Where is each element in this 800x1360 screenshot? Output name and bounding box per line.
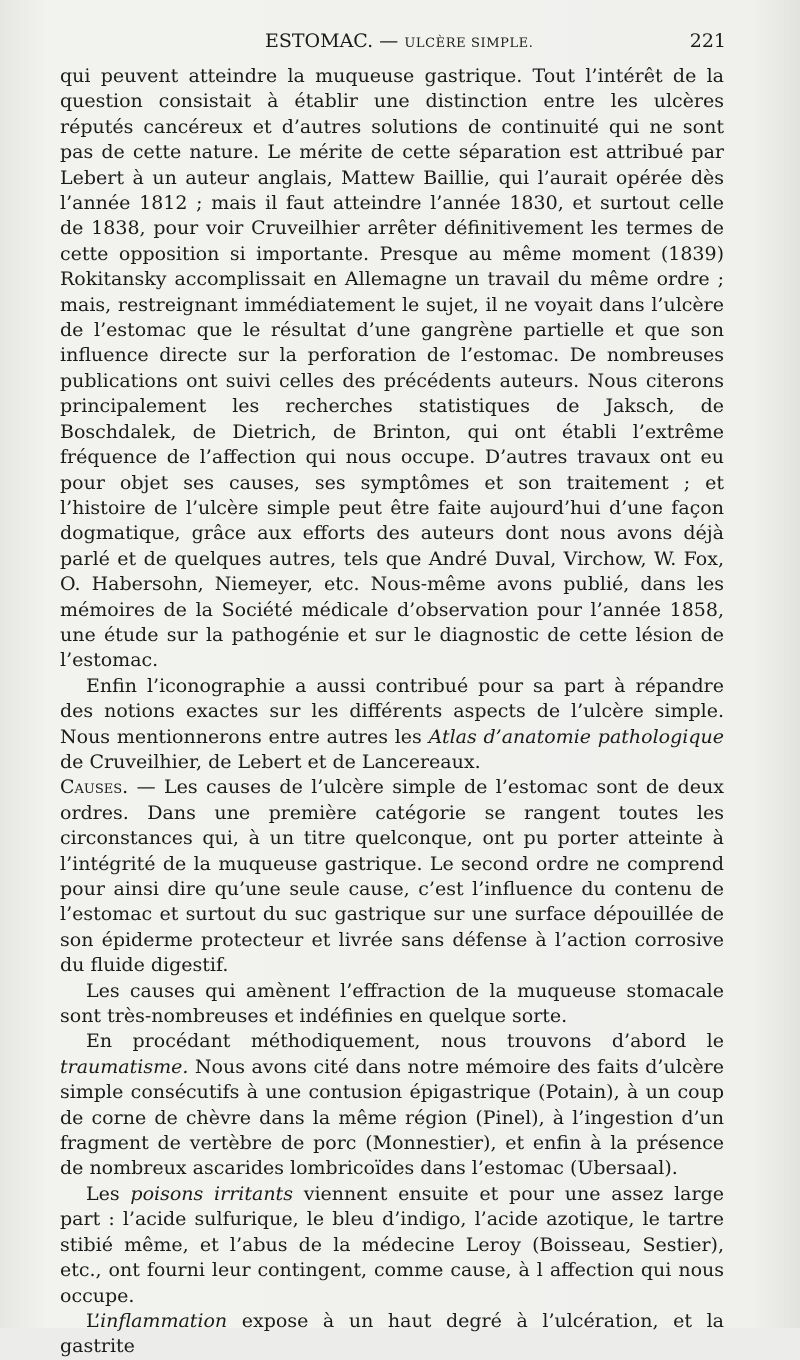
running-title bbox=[265, 30, 534, 55]
paragraph-text: En procédant méthodiquement, nous trouvons d’abord le bbox=[86, 1030, 724, 1053]
paragraph-effraction bbox=[60, 979, 724, 1030]
paragraph-text: Les bbox=[86, 1182, 131, 1205]
italic-term: poisons irritants bbox=[130, 1182, 293, 1205]
section-heading-causes: Causes. bbox=[60, 776, 129, 799]
paragraph-text: de Cruveilhier, de Lebert et de Lancereaux. bbox=[60, 750, 481, 773]
main-text bbox=[60, 64, 724, 1360]
paragraph-causes bbox=[60, 775, 724, 978]
running-title-main: ESTOMAC. — bbox=[265, 30, 399, 52]
paragraph-text: Nous avons cité dans notre mémoire des faits d’ulcère simple consécutifs à une contusion épigastrique (Potain), à un coup de corne de chèvre dans la même région (Pinel), à l’ingestion d’un fragment de vertèbre de porc (Monnestier), et enfin à la présence de nombreux ascarides lombricoïdes dans l’estomac (Ubersaal). bbox=[60, 1055, 724, 1180]
paragraph-text: L’ bbox=[86, 1309, 101, 1332]
paragraph-text: expose à un haut degré à l’ulcération, et la gastrite bbox=[60, 1309, 724, 1358]
running-title-sub: ULCÈRE SIMPLE. bbox=[404, 36, 534, 51]
paragraph-poisons bbox=[60, 1182, 724, 1309]
paragraph-iconography bbox=[60, 674, 724, 776]
paragraph-text: Les causes qui amènent l’effraction de la muqueuse stomacale sont très-nombreuses et indéfinies en quelque sorte. bbox=[60, 979, 724, 1028]
paragraph-traumatisme bbox=[60, 1029, 724, 1181]
italic-title: Atlas d’anatomie pathologique bbox=[428, 725, 724, 748]
paragraph-history bbox=[60, 64, 724, 674]
paragraph-text: viennent ensuite et pour une assez large part : l’acide sulfurique, le bleu d’indigo, l’acide azotique, le tartre stibié même, et l’abus de la médecine Leroy (Boisseau, Sestier), etc., ont fourni leur contingent, comme cause, à l affection qui nous occupe. bbox=[60, 1182, 724, 1307]
paragraph-inflammation bbox=[60, 1309, 724, 1360]
page-number: 221 bbox=[689, 30, 726, 52]
italic-term: inflammation bbox=[100, 1309, 228, 1332]
paragraph-text: — Les causes de l’ulcère simple de l’estomac sont de deux ordres. Dans une première catégorie se rangent toutes les circonstances qui, à un titre quelconque, ont pu porter atteinte à l’intégrité de la muqueuse gastrique. Le second ordre ne comprend pour ainsi dire qu’une seule cause, c’est l’influence du contenu de l’estomac et surtout du suc gastrique sur une surface dépouillée de son épiderme protecteur et livrée sans défense à l’action corrosive du fluide digestif. bbox=[60, 776, 724, 977]
paragraph-text: qui peuvent atteindre la muqueuse gastrique. Tout l’intérêt de la question consistait à établir une distinction entre les ulcères réputés cancéreux et d’autres solutions de continuité qui ne sont pas de cette nature. Le mérite de cette séparation est attribué par Lebert à un auteur anglais, Mattew Baillie, qui l’aurait opérée dès l’année 1812 ; mais il faut atteindre l’année 1830, et surtout celle de 1838, pour voir Cruveilhier arrêter définitivement les termes de cette opposition si importante. Presque au même moment (1839) Rokitansky accomplissait en Allemagne un travail du même ordre ; mais, restreignant immédiatement le sujet, il ne voyait dans l’ulcère de l’estomac que le résultat d’une gangrène partielle et que son influence directe sur la perforation de l’estomac. De nombreuses publications ont suivi celles des précédents auteurs. Nous citerons principalement les recherches statistiques de Jaksch, de Boschdalek, de Dietrich, de Brinton, qui ont établi l’extrême fréquence de l’affection qui nous occupe. D’autres travaux ont eu pour objet ses causes, ses symptômes et son traitement ; et l’histoire de l’ulcère simple peut être faite aujourd’hui d’une façon dogmatique, grâce aux efforts des auteurs dont nous avons déjà parlé et de quelques autres, tels que André Duval, Virchow, W. Fox, O. Habersohn, Niemeyer, etc. Nous-même avons publié, dans les mémoires de la Société médicale d’observation pour l’année 1858, une étude sur la pathogénie et sur le diagnostic de cette lésion de l’estomac. bbox=[60, 65, 724, 672]
italic-term: traumatisme. bbox=[60, 1055, 189, 1078]
paragraph-text: Enfin l’iconographie a aussi contribué pour sa part à répandre des notions exactes sur les différents aspects de l’ulcère simple. Nous mentionnerons entre autres les bbox=[60, 674, 724, 748]
